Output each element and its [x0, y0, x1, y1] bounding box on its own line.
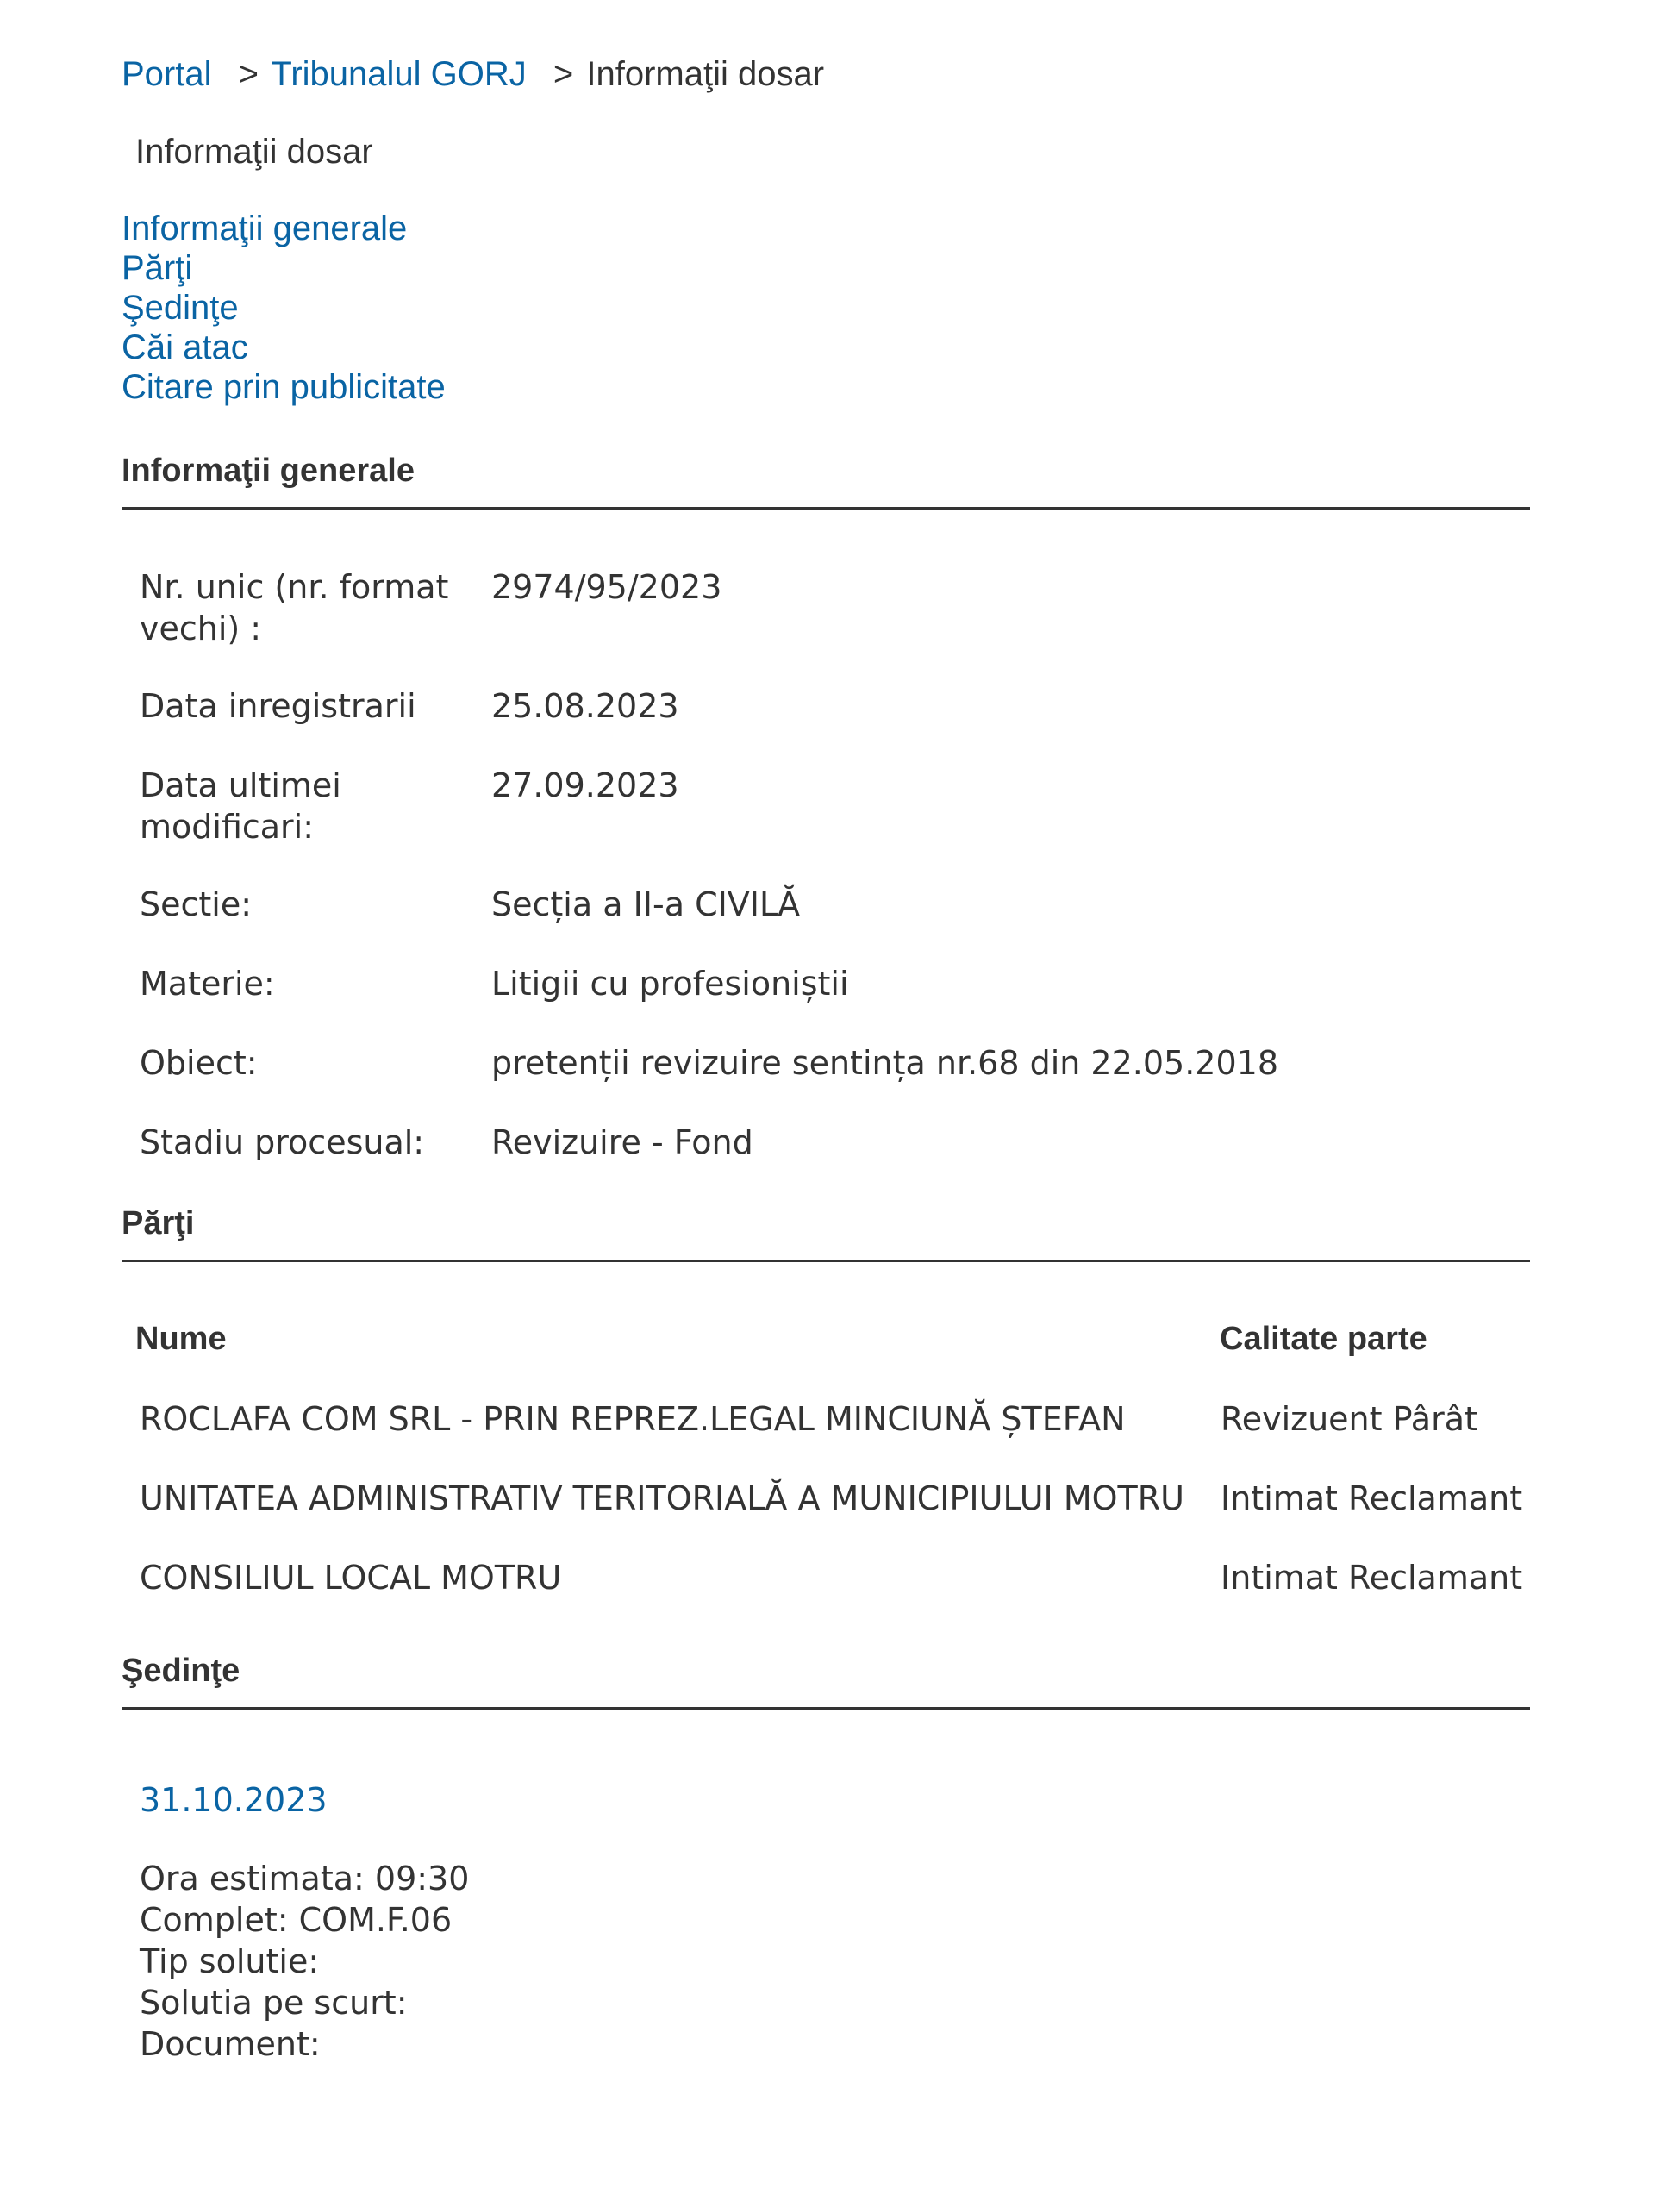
hearing-entry: [140, 1779, 1530, 2065]
breadcrumb-separator: >: [238, 55, 259, 93]
toc-link-informatii-generale[interactable]: Informaţii generale: [122, 209, 408, 247]
party-role: Intimat Reclamant: [1221, 1559, 1523, 1597]
party-name: CONSILIUL LOCAL MOTRU: [140, 1559, 562, 1597]
hearing-date-link[interactable]: 31.10.2023: [140, 1781, 328, 1819]
section-header-informatii-generale: Informaţii generale: [122, 448, 1530, 510]
info-value: 27.09.2023: [491, 766, 679, 804]
info-row: [140, 884, 1530, 925]
breadcrumb-current: Informaţii dosar: [586, 55, 825, 93]
info-row: [140, 1122, 1530, 1163]
section-header-parti: Părţi: [122, 1201, 1530, 1262]
breadcrumb-separator: >: [553, 55, 574, 93]
hearing-tip-solutie: Tip solutie:: [140, 1942, 320, 1980]
column-header-calitate: Calitate parte: [1220, 1321, 1427, 1357]
section-header-sedinte: Şedinţe: [122, 1648, 1530, 1710]
hearing-complet: Complet: COM.F.06: [140, 1901, 453, 1939]
info-row: [140, 566, 1530, 649]
breadcrumb-portal-link[interactable]: Portal: [122, 55, 212, 93]
info-label: Data inregistrarii: [140, 687, 416, 725]
parties-table: [122, 1317, 1530, 1598]
toc-link-citare[interactable]: Citare prin publicitate: [122, 368, 446, 406]
info-label: Stadiu procesual:: [140, 1123, 425, 1161]
page-title: Informaţii dosar: [135, 133, 373, 171]
info-row: [140, 685, 1530, 727]
breadcrumb: [122, 52, 1530, 97]
table-row: [140, 1557, 1530, 1598]
info-row: [140, 765, 1530, 847]
info-value: Revizuire - Fond: [491, 1123, 753, 1161]
table-row: [140, 1478, 1530, 1519]
party-role: Revizuent Pârât: [1221, 1400, 1477, 1438]
breadcrumb-court-link[interactable]: Tribunalul GORJ: [271, 55, 527, 93]
info-value: 25.08.2023: [491, 687, 679, 725]
toc-link-sedinte[interactable]: Şedinţe: [122, 289, 239, 327]
hearing-solutia: Solutia pe scurt:: [140, 1984, 408, 2022]
hearing-details: [140, 1858, 1530, 2065]
info-label: Data ultimei modificari:: [140, 766, 341, 846]
info-row: [140, 1042, 1530, 1084]
page: [122, 52, 1530, 2065]
info-value: pretenții revizuire sentința nr.68 din 22.05.2018: [491, 1044, 1279, 1082]
info-row: [140, 963, 1530, 1004]
info-value: Litigii cu profesioniștii: [491, 965, 849, 1003]
party-name: UNITATEA ADMINISTRATIV TERITORIALĂ A MUNICIPIULUI MOTRU: [140, 1479, 1184, 1517]
table-row: [140, 1398, 1530, 1440]
party-name: ROCLAFA COM SRL - PRIN REPREZ.LEGAL MINCIUNĂ ȘTEFAN: [140, 1400, 1126, 1438]
info-value: Secția a II-a CIVILĂ: [491, 885, 801, 923]
column-header-nume: Nume: [135, 1321, 227, 1357]
info-label: Obiect:: [140, 1044, 258, 1082]
table-of-contents: [122, 209, 1530, 407]
info-label: Sectie:: [140, 885, 253, 923]
info-value: 2974/95/2023: [491, 568, 722, 606]
hearing-document: Document:: [140, 2025, 321, 2063]
party-role: Intimat Reclamant: [1221, 1479, 1523, 1517]
general-info-table: [140, 566, 1530, 1163]
info-label: Nr. unic (nr. format vechi) :: [140, 568, 449, 647]
toc-link-parti[interactable]: Părţi: [122, 249, 193, 287]
info-label: Materie:: [140, 965, 275, 1003]
parties-table-header: [135, 1317, 1530, 1360]
toc-link-cai-atac[interactable]: Căi atac: [122, 328, 248, 366]
hearing-ora: Ora estimata: 09:30: [140, 1860, 470, 1898]
